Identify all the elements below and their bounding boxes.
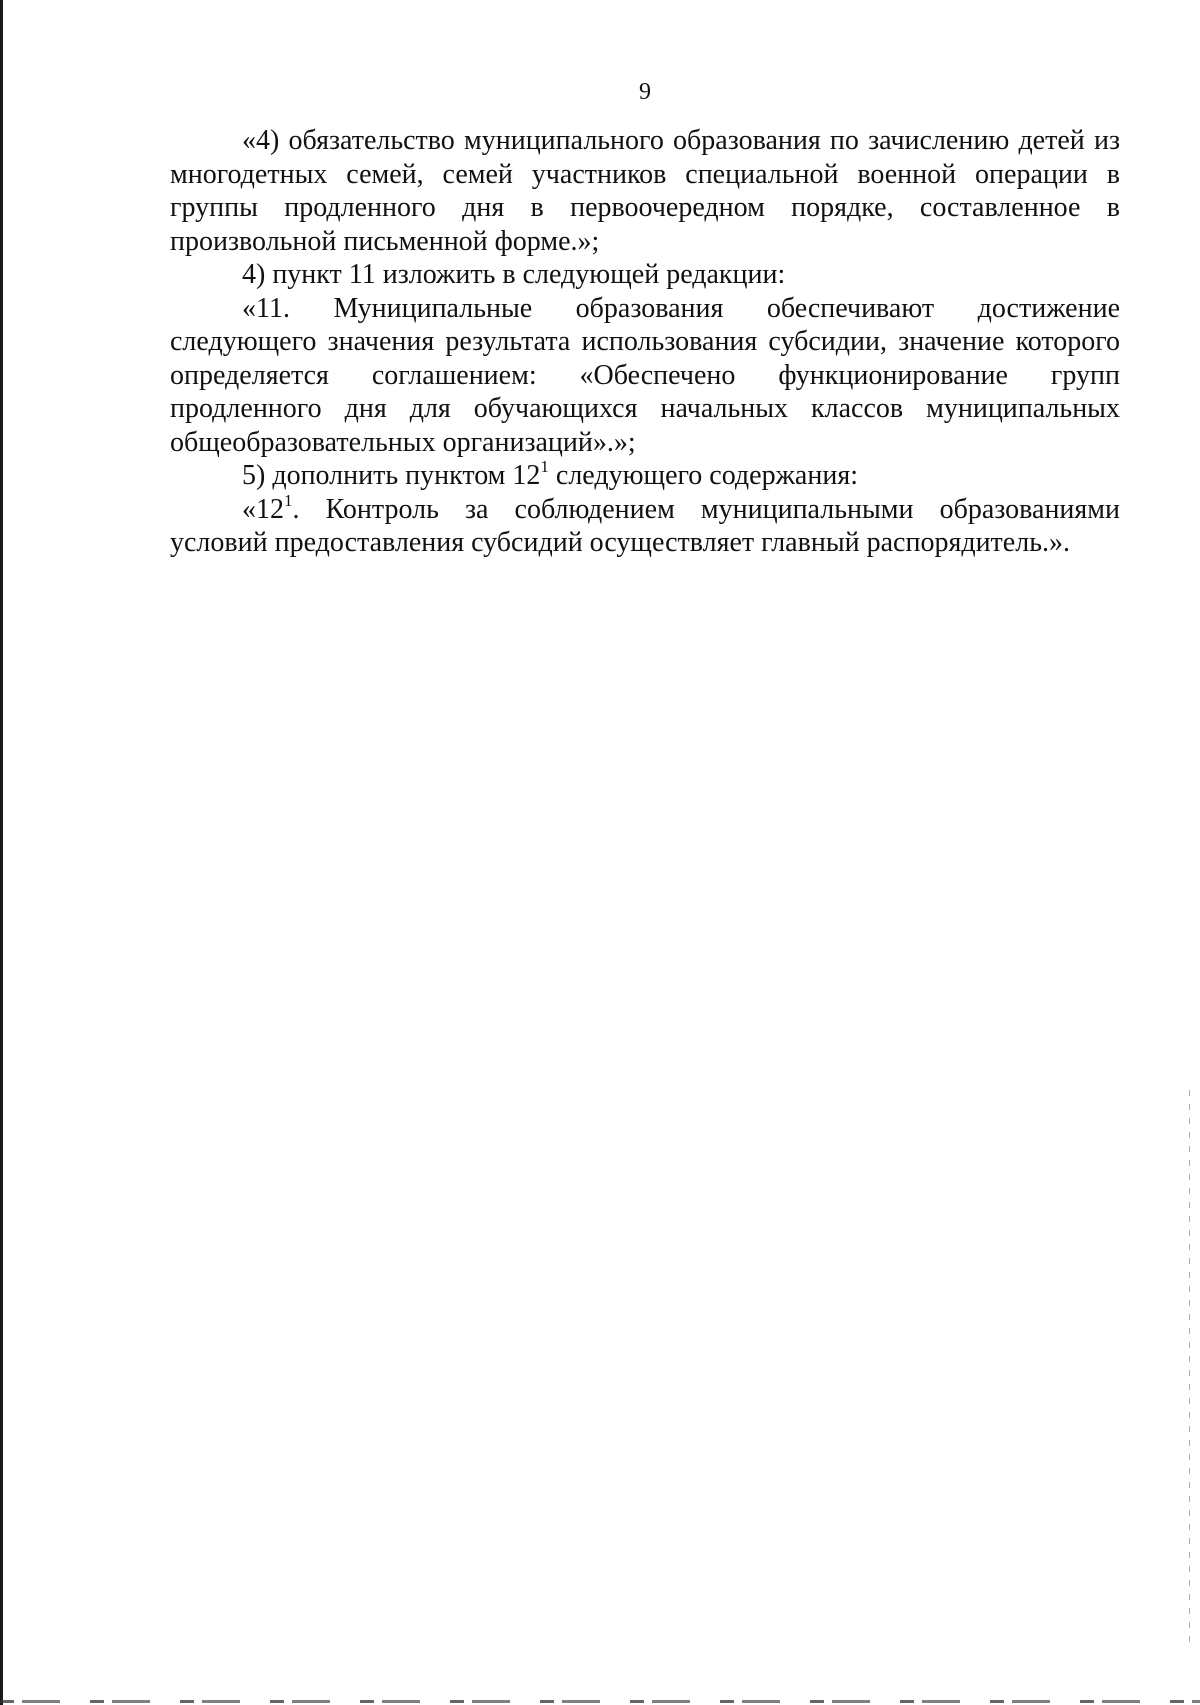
paragraph-point-12-1-start: «12 — [242, 493, 284, 525]
scan-right-edge — [1189, 1090, 1190, 1650]
document-body — [170, 124, 1120, 560]
scan-bottom-edge — [0, 1700, 1200, 1703]
paragraph-point-12-1 — [170, 490, 1120, 560]
paragraph-point-11: «11. Муниципальные образования обеспечивают достижение следующего значения результата использования субсидии, значение которого определяется соглашением: «Обеспечено функционирование групп продленного дня для обучающихся начальных классов муниципальных общеобразовательных организаций».»; — [170, 292, 1120, 458]
paragraph-item-5-text: 5) дополнить пунктом 12 — [242, 460, 541, 491]
superscript-one: 1 — [540, 457, 549, 476]
paragraph-item-4: 4) пункт 11 изложить в следующей редакции: — [242, 259, 786, 290]
superscript-one: 1 — [284, 490, 293, 510]
page-number: 9 — [639, 79, 651, 105]
scan-left-edge — [0, 0, 3, 1705]
paragraph-item-5 — [170, 459, 1120, 493]
paragraph-point-12-1-text: . Контроль за соблюдением муниципальными образованиями условий предоставления субсидий осуществляет главный распорядитель.». — [170, 493, 1120, 558]
paragraph-obligation: «4) обязательство муниципального образования по зачислению детей из многодетных семей, семей участников специальной военной операции в группы продленного дня в первоочередном порядке, составленное в произвольной письменной форме.»; — [170, 125, 1120, 257]
paragraph-item-5-tail: следующего содержания: — [548, 460, 858, 491]
